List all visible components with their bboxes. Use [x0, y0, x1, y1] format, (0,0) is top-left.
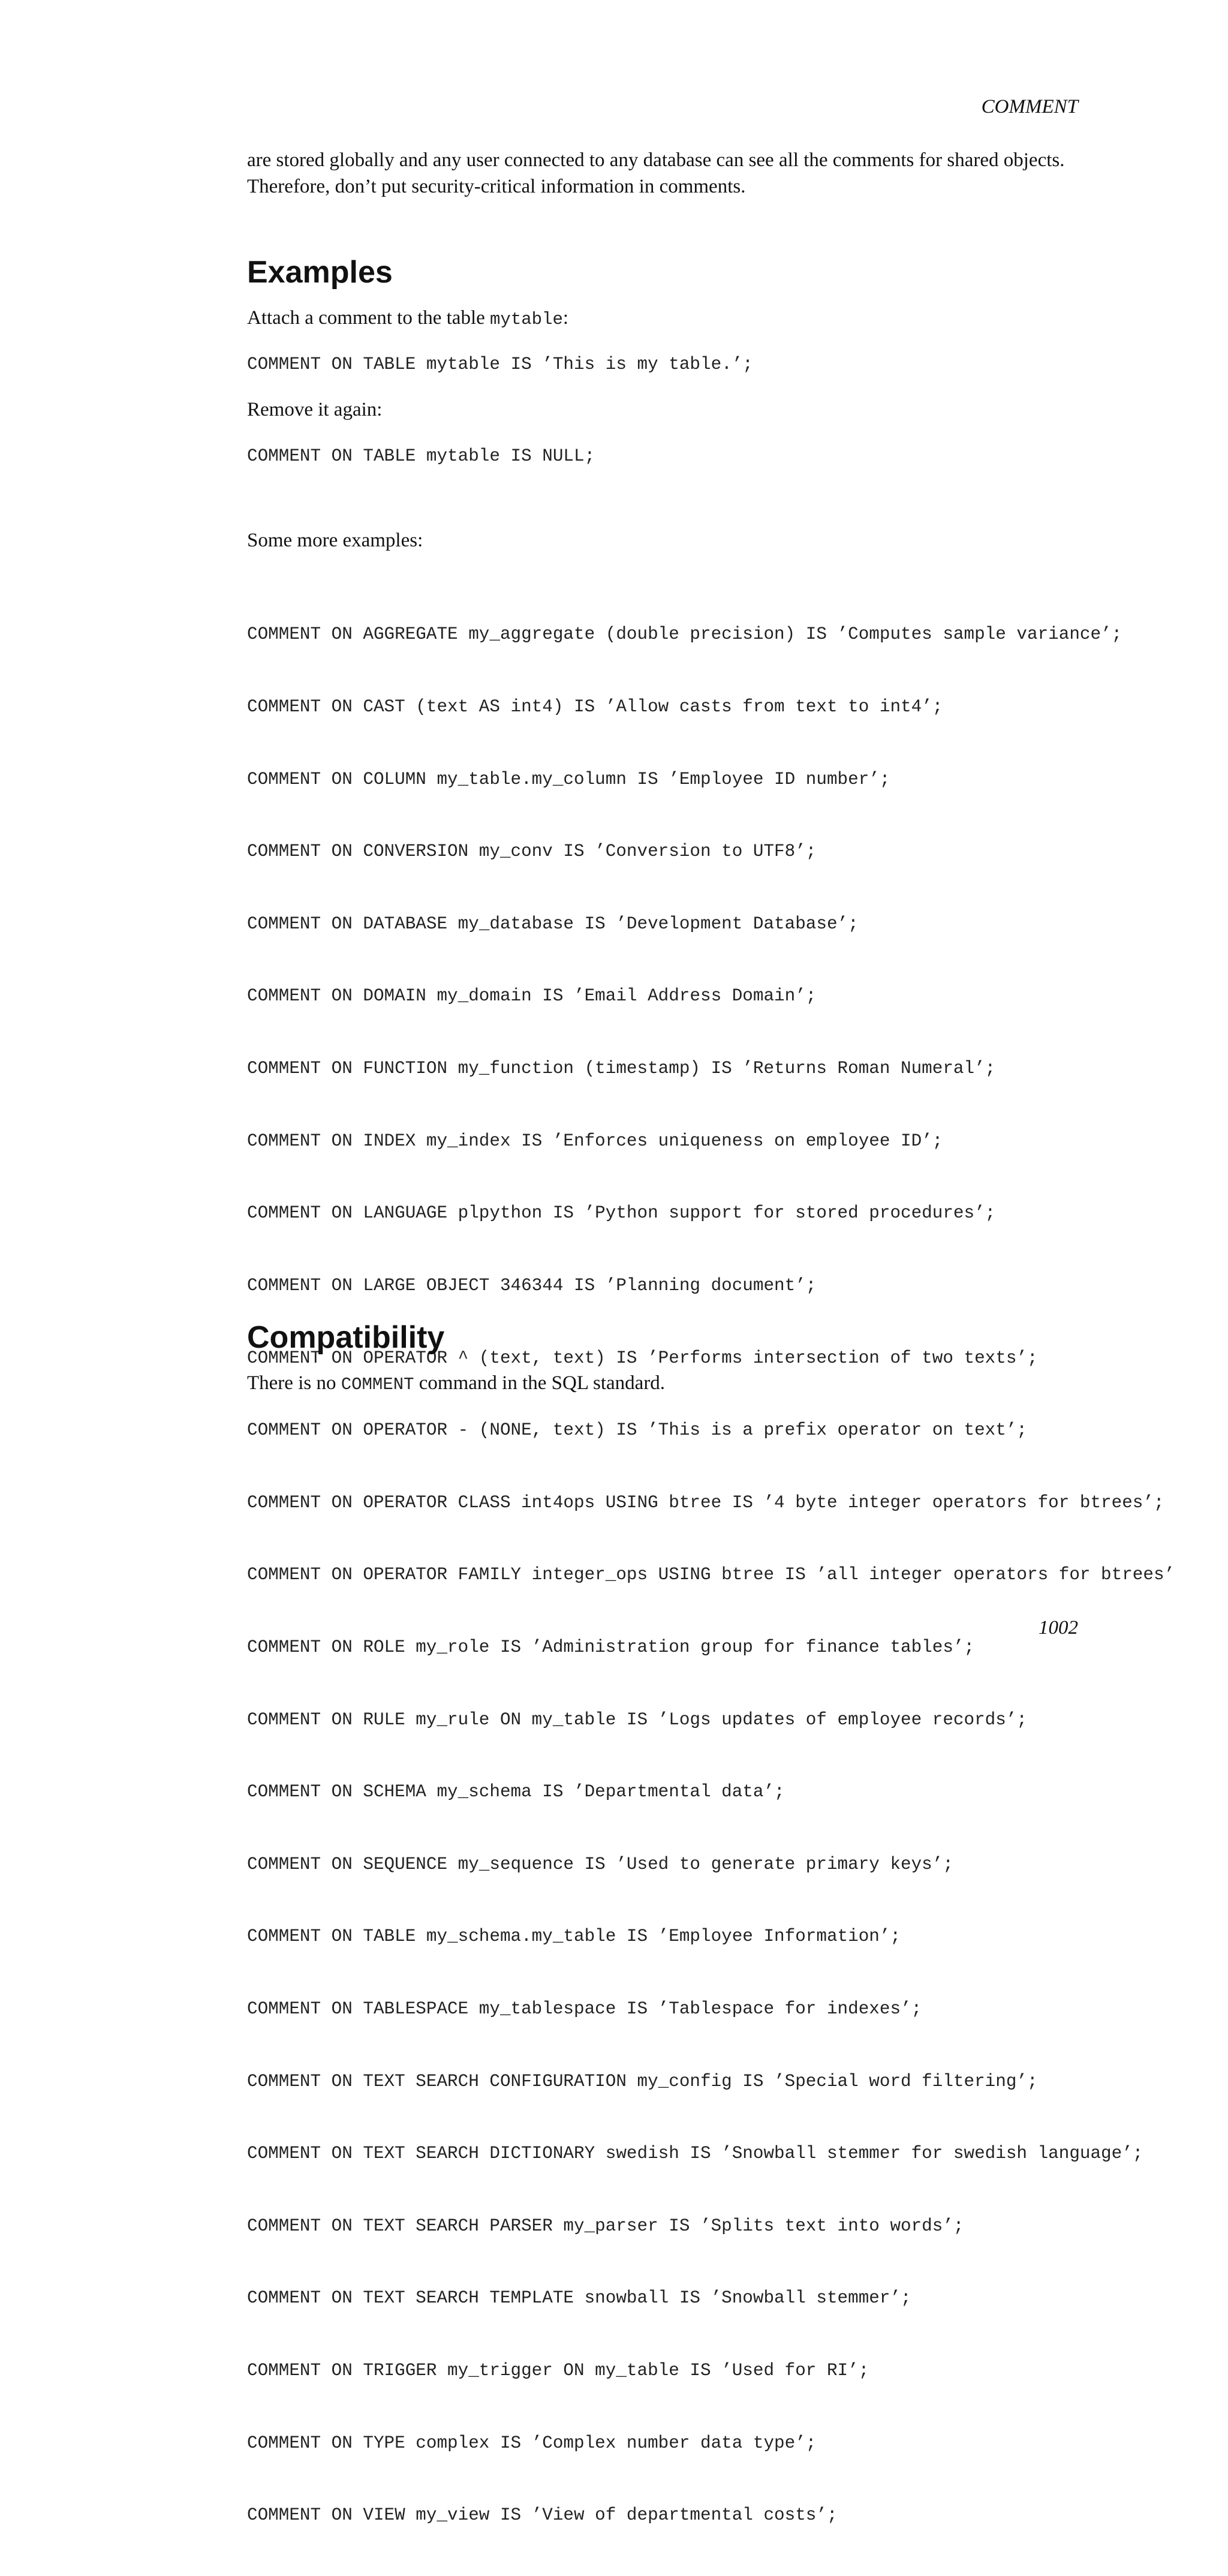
code-line: COMMENT ON OPERATOR ^ (text, text) IS ’Performs intersection of two texts’; — [247, 1348, 1038, 1368]
code-line: COMMENT ON DATABASE my_database IS ’Development Database’; — [247, 913, 859, 934]
page-number: 1002 — [1039, 1617, 1078, 1639]
code-line: COMMENT ON CONVERSION my_conv IS ’Conversion to UTF8’; — [247, 841, 817, 862]
running-header: COMMENT — [981, 96, 1078, 118]
more-examples-paragraph: Some more examples: — [247, 530, 423, 551]
code-line: COMMENT ON INDEX my_index IS ’Enforces uniqueness on employee ID’; — [247, 1131, 943, 1151]
compatibility-paragraph — [247, 1370, 1086, 1398]
code-line: COMMENT ON FUNCTION my_function (timestamp) IS ’Returns Roman Numeral’; — [247, 1059, 996, 1079]
code-more-examples — [247, 575, 1175, 2576]
code-line: COMMENT ON TEXT SEARCH DICTIONARY swedish IS ’Snowball stemmer for swedish language’; — [247, 2144, 1143, 2164]
code-line: COMMENT ON OPERATOR - (NONE, text) IS ’This is a prefix operator on text’; — [247, 1420, 1027, 1441]
examples-heading: Examples — [247, 255, 393, 290]
code-line: COMMENT ON TRIGGER my_trigger ON my_table IS ’Used for RI’; — [247, 2361, 869, 2381]
code-remove-example: COMMENT ON TABLE mytable IS NULL; — [247, 446, 595, 466]
attach-text: Attach a comment to the table — [247, 307, 490, 329]
intro-line-1: are stored globally and any user connected to any database can see all the comments for shared objects. — [247, 149, 1065, 171]
code-line: COMMENT ON RULE my_rule ON my_table IS ’Logs updates of employee records’; — [247, 1709, 1027, 1730]
attach-paragraph — [247, 305, 1086, 333]
code-line: COMMENT ON SCHEMA my_schema IS ’Departmental data’; — [247, 1782, 785, 1802]
code-line: COMMENT ON CAST (text AS int4) IS ’Allow casts from text to int4’; — [247, 697, 943, 717]
code-line: COMMENT ON OPERATOR CLASS int4ops USING btree IS ’4 byte integer operators for btrees’; — [247, 1492, 1164, 1513]
remove-paragraph: Remove it again: — [247, 399, 383, 420]
code-line: COMMENT ON COLUMN my_table.my_column IS ’Employee ID number’; — [247, 769, 890, 789]
attach-colon: : — [562, 307, 569, 329]
code-line: COMMENT ON TEXT SEARCH PARSER my_parser IS ’Splits text into words’; — [247, 2216, 964, 2236]
code-line: COMMENT ON TEXT SEARCH TEMPLATE snowball IS ’Snowball stemmer’; — [247, 2288, 911, 2309]
code-line: COMMENT ON SEQUENCE my_sequence IS ’Used to generate primary keys’; — [247, 1854, 953, 1874]
compatibility-text-end: command in the SQL standard. — [414, 1372, 666, 1394]
code-line: COMMENT ON TEXT SEARCH CONFIGURATION my_config IS ’Special word filtering’; — [247, 2071, 1038, 2091]
code-line: COMMENT ON LANGUAGE plpython IS ’Python support for stored procedures’; — [247, 1203, 996, 1224]
compatibility-inline-code: COMMENT — [341, 1375, 414, 1394]
code-line: COMMENT ON TABLESPACE my_tablespace IS ’Tablespace for indexes’; — [247, 1998, 922, 2019]
compatibility-text: There is no — [247, 1372, 341, 1394]
attach-inline-code: mytable — [490, 309, 563, 329]
code-line: COMMENT ON DOMAIN my_domain IS ’Email Address Domain’; — [247, 986, 817, 1006]
code-line: COMMENT ON TABLE my_schema.my_table IS ’Employee Information’; — [247, 1926, 901, 1947]
intro-line-2: Therefore, don’t put security-critical information in comments. — [247, 176, 746, 197]
code-attach-example: COMMENT ON TABLE mytable IS ’This is my table.’; — [247, 354, 753, 374]
intro-paragraph — [247, 147, 1086, 200]
code-line: COMMENT ON AGGREGATE my_aggregate (double precision) IS ’Computes sample variance’; — [247, 624, 1122, 645]
code-line: COMMENT ON ROLE my_role IS ’Administration group for finance tables’; — [247, 1637, 975, 1657]
compatibility-heading: Compatibility — [247, 1320, 445, 1355]
code-line: COMMENT ON TYPE complex IS ’Complex number data type’; — [247, 2433, 817, 2453]
code-line: COMMENT ON LARGE OBJECT 346344 IS ’Planning document’; — [247, 1275, 817, 1295]
code-line: COMMENT ON VIEW my_view IS ’View of departmental costs’; — [247, 2505, 838, 2526]
code-line: COMMENT ON OPERATOR FAMILY integer_ops USING btree IS ’all integer operators for btrees’ — [247, 1565, 1175, 1585]
